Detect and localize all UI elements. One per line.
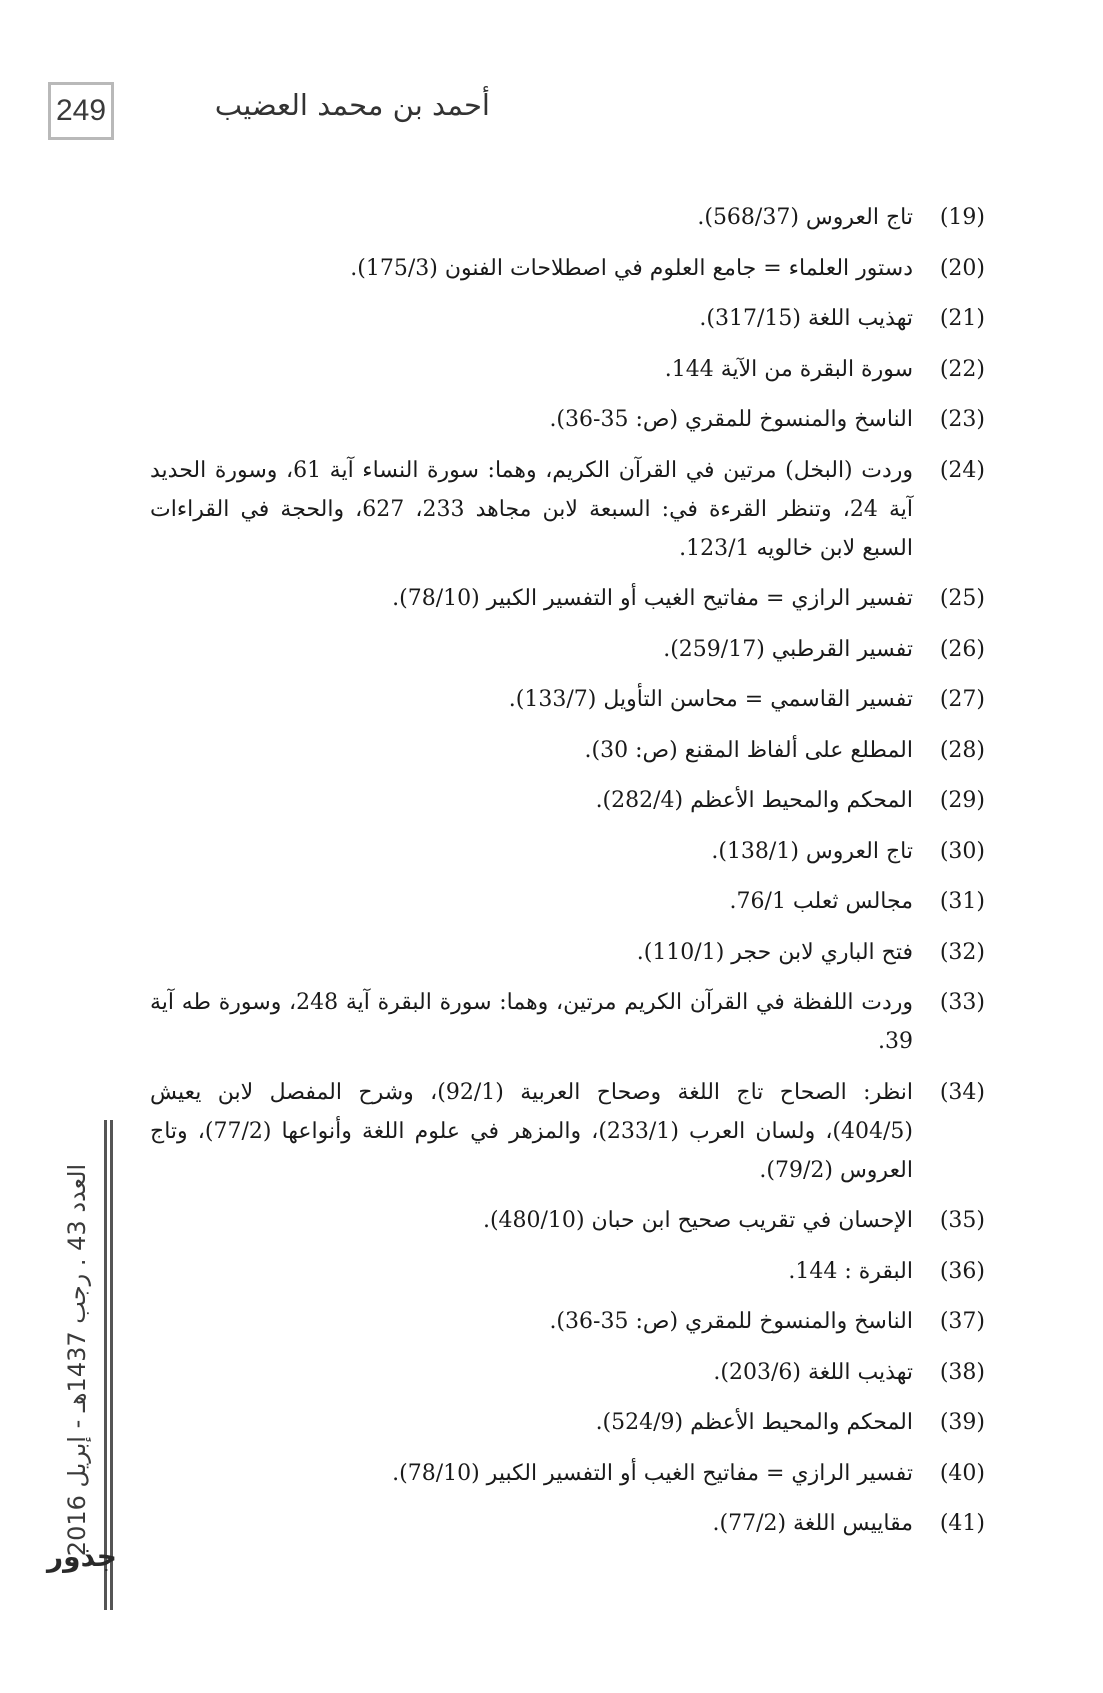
- footnote-text: تفسير الرازي = مفاتيح الغيب أو التفسير الكبير (78/10).: [392, 586, 913, 611]
- footnote-item: [150, 1403, 985, 1442]
- footnote-item: [150, 451, 985, 568]
- footnote-number: (32): [939, 939, 985, 965]
- footnote-number: (26): [939, 636, 985, 662]
- footnote-item: [150, 1201, 985, 1240]
- footnote-text: تاج العروس (568/37).: [697, 205, 913, 230]
- footnote-text: سورة البقرة من الآية 144.: [664, 356, 913, 382]
- footnote-item: [150, 350, 985, 389]
- footnote-text: تاج العروس (138/1).: [711, 838, 913, 864]
- footnote-number: (28): [939, 737, 985, 763]
- footnote-item: [150, 933, 985, 972]
- footnote-text: المحكم والمحيط الأعظم (524/9).: [595, 1410, 913, 1435]
- footnote-text: انظر: الصحاح تاج اللغة وصحاح العربية (92/1)، وشرح المفصل لابن يعيش (404/5)، ولسان العرب (233/1)، والمزهر في علوم اللغة وأنواعها (77/2)، وتاج العروس (79/2).: [150, 1079, 914, 1183]
- footnote-number: (25): [939, 586, 985, 611]
- footnote-text: تفسير القرطبي (259/17).: [663, 636, 913, 662]
- footnote-text: الناسخ والمنسوخ للمقري (ص: 35-36).: [549, 407, 913, 432]
- footnote-item: [150, 781, 985, 820]
- footnote-text: تفسير الرازي = مفاتيح الغيب أو التفسير الكبير (78/10).: [392, 1460, 913, 1486]
- running-head-author: أحمد بن محمد العضيب: [214, 88, 490, 122]
- footnote-number: (24): [939, 457, 985, 483]
- footnote-item: [150, 1073, 985, 1190]
- footnote-number: (20): [939, 255, 985, 281]
- footnote-number: (37): [939, 1309, 985, 1334]
- footnote-number: (35): [939, 1208, 985, 1233]
- issue-info: العدد 43 . رجب 1437هـ - إبريل 2016: [63, 1163, 91, 1557]
- footnote-number: (27): [939, 687, 985, 712]
- footnote-number: (41): [939, 1511, 985, 1536]
- footnote-number: (19): [939, 205, 985, 230]
- footnote-text: دستور العلماء = جامع العلوم في اصطلاحات الفنون (175/3).: [350, 255, 913, 281]
- footnote-text: مقاييس اللغة (77/2).: [712, 1511, 913, 1536]
- footnote-number: (22): [939, 356, 985, 382]
- footnote-number: (40): [939, 1460, 985, 1486]
- footnote-text: تهذيب اللغة (203/6).: [713, 1359, 913, 1385]
- footnote-text: المطلع على ألفاظ المقنع (ص: 30).: [584, 737, 913, 763]
- footnote-number: (31): [939, 889, 985, 914]
- footnote-number: (34): [939, 1079, 985, 1105]
- footnote-item: [150, 1454, 985, 1493]
- footnote-item: [150, 832, 985, 871]
- side-rule: [104, 1120, 107, 1610]
- footnote-text: وردت اللفظة في القرآن الكريم مرتين، وهما: سورة البقرة آية 248، وسورة طه آية 39.: [150, 990, 913, 1054]
- footnotes-list: [150, 198, 985, 1555]
- footnote-number: (38): [939, 1359, 985, 1385]
- footnote-item: [150, 630, 985, 669]
- footnote-item: [150, 299, 985, 338]
- footnote-text: الناسخ والمنسوخ للمقري (ص: 35-36).: [549, 1309, 913, 1334]
- footnote-item: [150, 249, 985, 288]
- footnote-text: البقرة : 144.: [788, 1258, 913, 1284]
- footnote-text: فتح الباري لابن حجر (110/1).: [636, 939, 913, 965]
- footnote-item: [150, 1302, 985, 1341]
- footnote-item: [150, 198, 985, 237]
- footnote-text: وردت (البخل) مرتين في القرآن الكريم، وهما: سورة النساء آية 61، وسورة الحديد آية 24، وتنظر القرءة في: السبعة لابن مجاهد 233، 627، والحجة في القراءات السبع لابن خالويه 123/1.: [150, 457, 914, 561]
- footnote-number: (29): [939, 788, 985, 813]
- footnote-number: (39): [939, 1410, 985, 1435]
- footnote-number: (23): [939, 407, 985, 432]
- footnote-text: الإحسان في تقريب صحيح ابن حبان (480/10).: [482, 1208, 913, 1233]
- page-number: 249: [48, 82, 114, 140]
- footnote-item: [150, 400, 985, 439]
- footnote-text: المحكم والمحيط الأعظم (282/4).: [595, 788, 913, 813]
- footnote-number: (36): [939, 1258, 985, 1284]
- footnote-number: (30): [939, 838, 985, 864]
- footnote-text: مجالس ثعلب 76/1.: [729, 889, 913, 914]
- footnote-item: [150, 1504, 985, 1543]
- footnote-item: [150, 579, 985, 618]
- footnote-text: تفسير القاسمي = محاسن التأويل (133/7).: [508, 687, 913, 712]
- footnote-item: [150, 731, 985, 770]
- footnote-text: تهذيب اللغة (317/15).: [699, 306, 913, 331]
- side-rule: [110, 1120, 113, 1610]
- footnote-number: (21): [939, 306, 985, 331]
- footnote-number: (33): [939, 990, 985, 1015]
- footnote-item: [150, 680, 985, 719]
- footnote-item: [150, 983, 985, 1061]
- footnote-item: [150, 882, 985, 921]
- footnote-item: [150, 1353, 985, 1392]
- footnote-item: [150, 1252, 985, 1291]
- journal-logo: جذور: [47, 1540, 117, 1573]
